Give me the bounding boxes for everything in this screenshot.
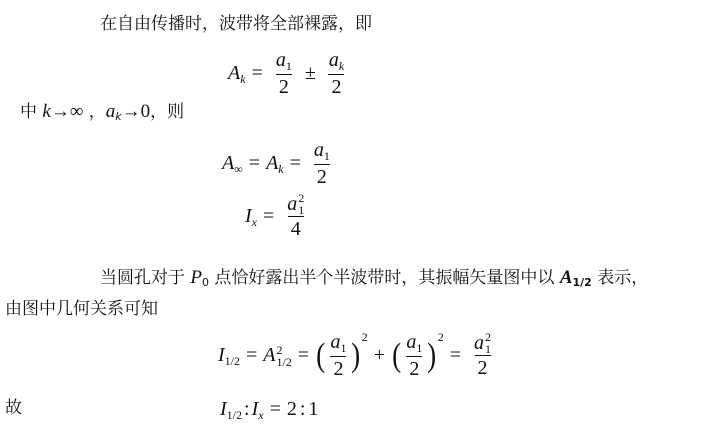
therefore-label: 故 xyxy=(5,398,22,418)
limit-sentence: 中 k →∞ ， a k →0 ，则 xyxy=(20,101,185,123)
intro-sentence: 在自由传播时，波带将全部裸露，即 xyxy=(100,14,372,34)
equation-I-half: I 1/2 = A 2 1/2 = ( $\frac{a_1}{2}$ ) 2 + ( $\frac{a_1}{2}$ ) 2 = a 2 1 2 xyxy=(218,330,492,380)
equation-Ak: A k = $\frac{a_1}{2}$ ± $\frac{a_k}{2}$ xyxy=(228,49,345,98)
equation-ratio: I 1/2 : I x = 2 : 1 xyxy=(220,398,319,422)
half-zone-sentence: 当圆孔对于 P 0 点恰好露出半个半波带时，其振幅矢量图中以 A 1/2 表示， xyxy=(100,267,649,289)
geometry-sentence: 由图中几何关系可知 xyxy=(5,299,158,319)
equation-Ix: I x = a 2 1 4 xyxy=(245,191,305,240)
equation-A-infinity: A ∞ = A k = $\frac{a_1}{2}$ xyxy=(222,139,330,188)
